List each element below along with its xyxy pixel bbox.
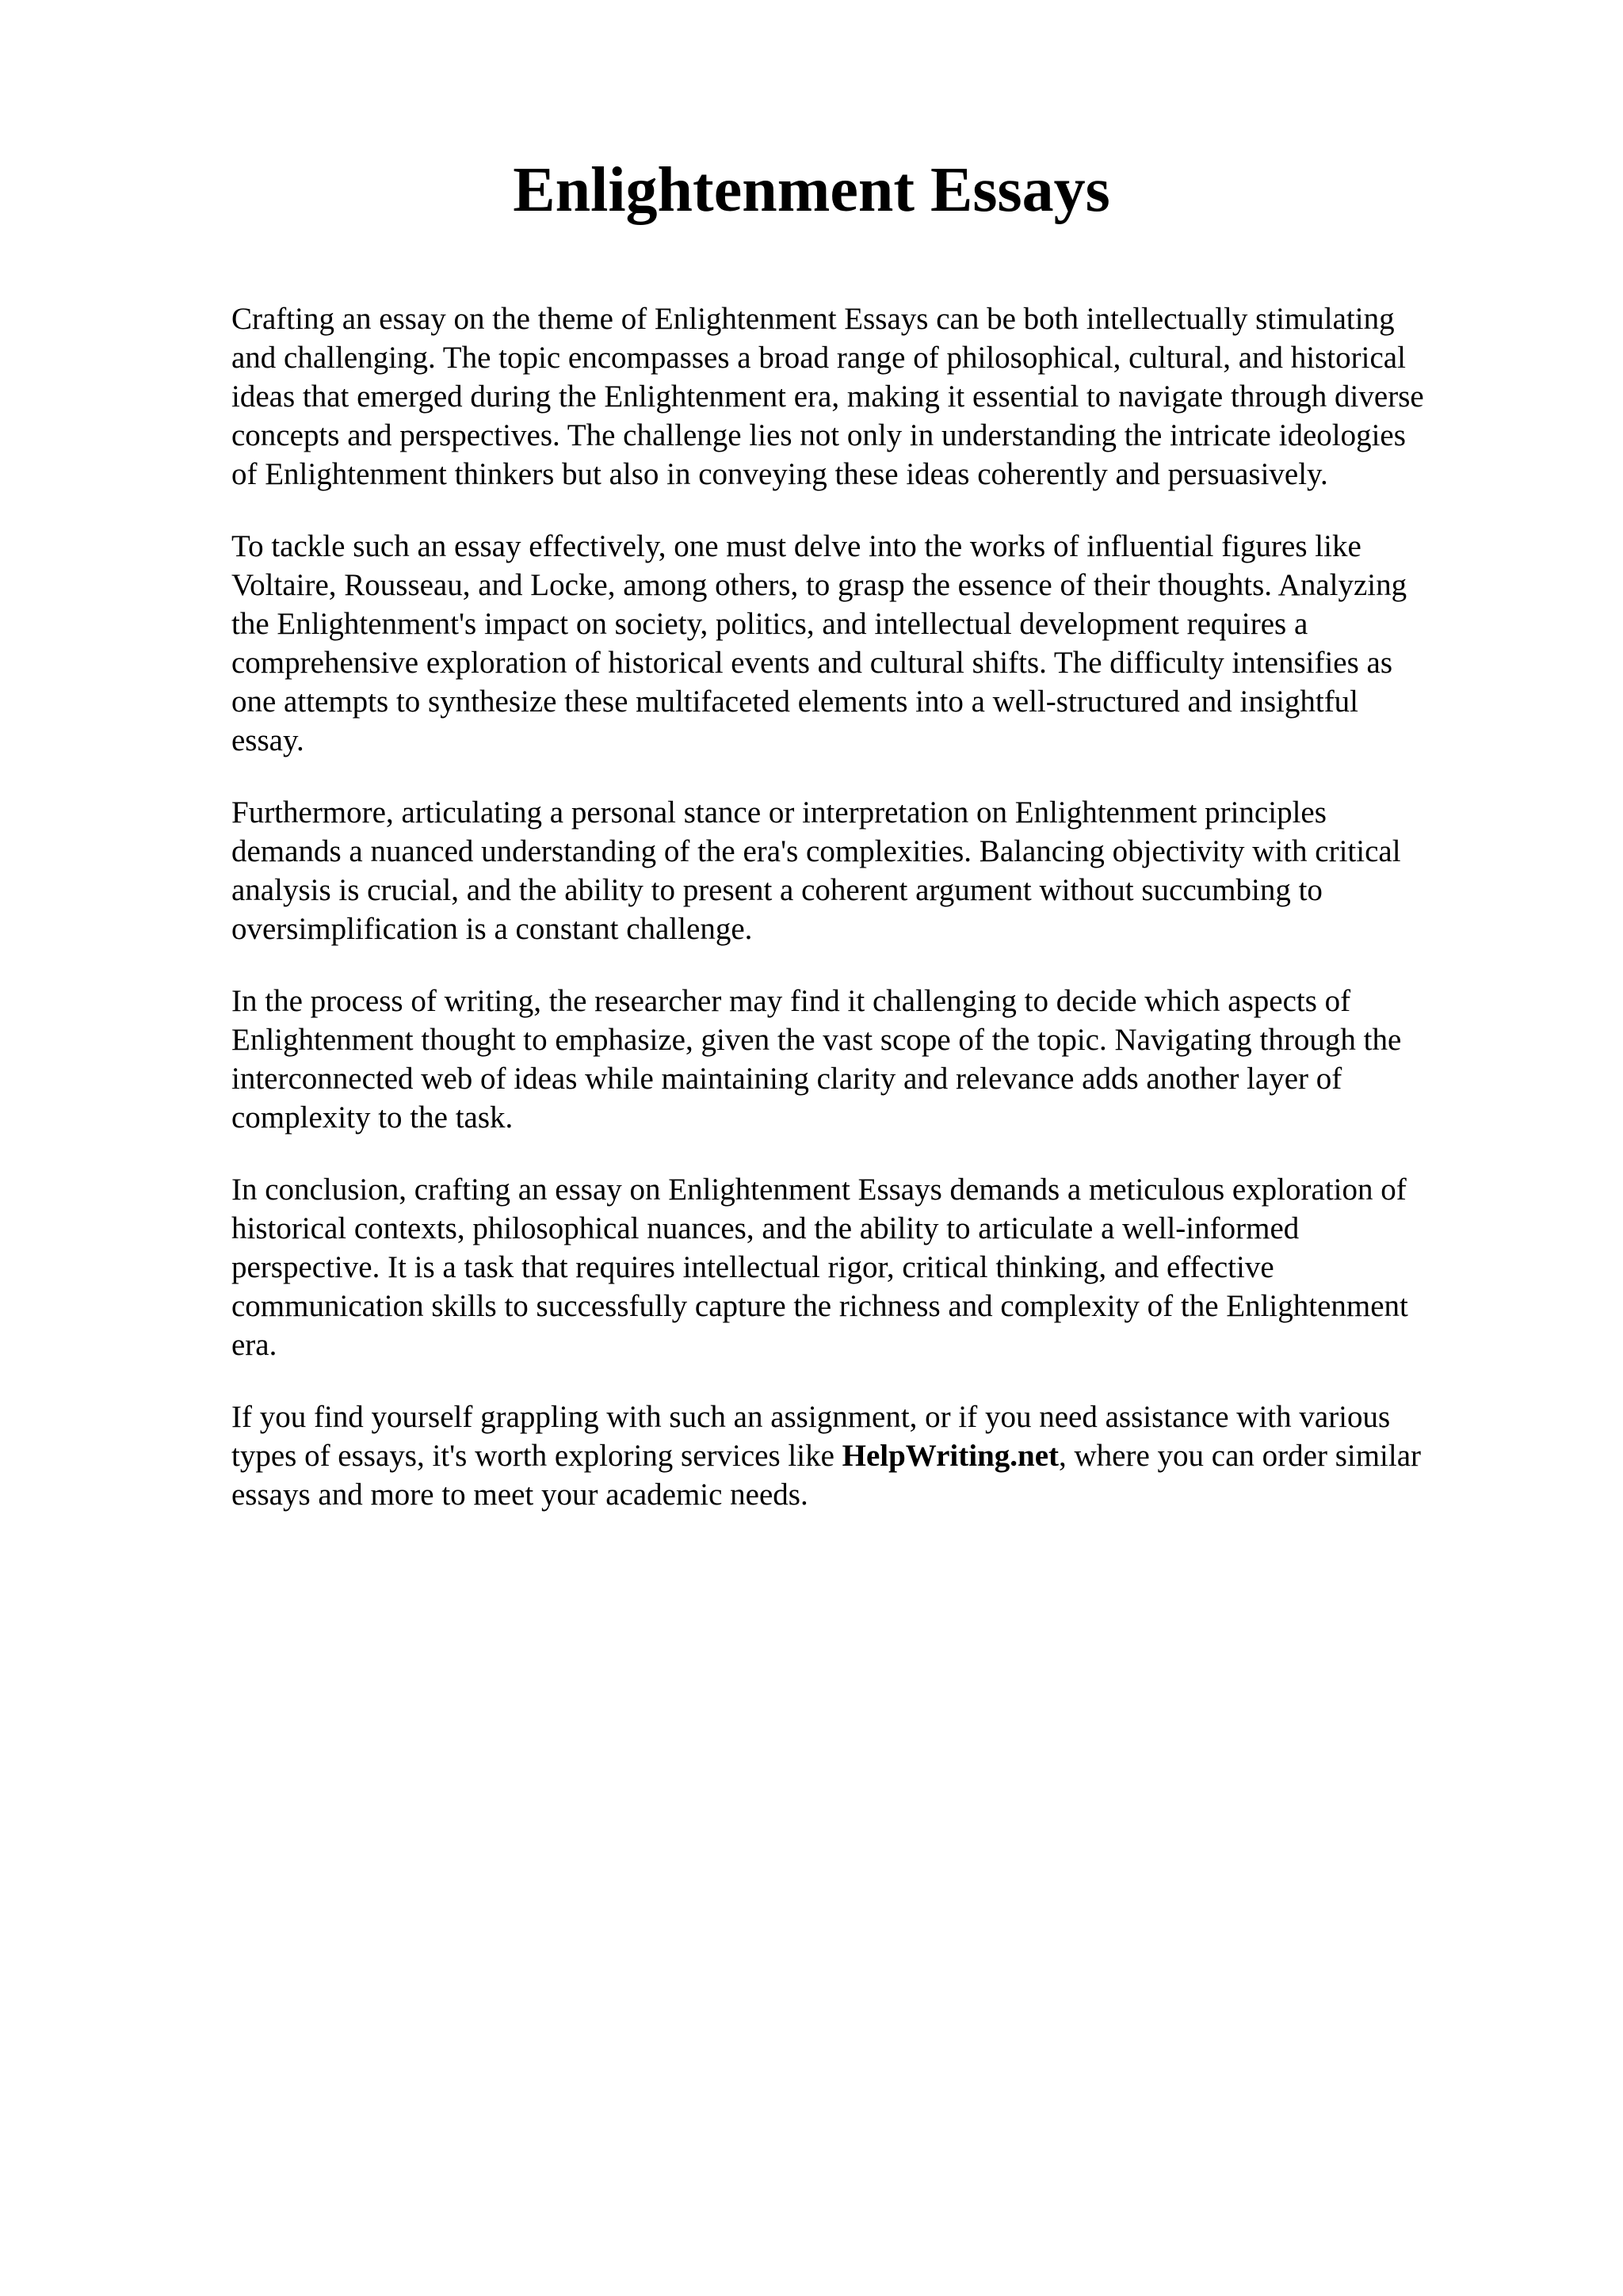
text-line: comprehensive exploration of historical events and cultural shifts. The difficulty intensifies as [231,646,1393,680]
text-line: communication skills to successfully capture the richness and complexity of the Enlightenment [231,1289,1408,1323]
text-line: era. [231,1328,277,1362]
closing-paragraph [231,1398,1515,1514]
paragraph-2 [231,527,1515,760]
text-line: essays and more to meet your academic needs. [231,1478,808,1512]
text-line: the Enlightenment's impact on society, politics, and intellectual development requires a [231,607,1308,641]
text-line: perspective. It is a task that requires intellectual rigor, critical thinking, and effective [231,1250,1274,1284]
text-segment: types of essays, it's worth exploring services like [231,1439,842,1473]
text-line: essay. [231,723,304,757]
essay-body [231,299,1515,1547]
page-title: Enlightenment Essays [513,155,1110,225]
text-line: historical contexts, philosophical nuances, and the ability to articulate a well-informed [231,1211,1300,1245]
text-line: Furthermore, articulating a personal stance or interpretation on Enlightenment principles [231,795,1327,830]
paragraph-1 [231,299,1515,494]
text-line [231,1436,1515,1475]
text-line: of Enlightenment thinkers but also in conveying these ideas coherently and persuasively. [231,457,1328,491]
text-line: If you find yourself grappling with such an assignment, or if you need assistance with various [231,1400,1391,1434]
paragraph-4 [231,982,1515,1137]
text-line: Crafting an essay on the theme of Enlightenment Essays can be both intellectually stimulating [231,302,1395,336]
text-line: In conclusion, crafting an essay on Enlightenment Essays demands a meticulous exploration of [231,1173,1407,1207]
text-line: Voltaire, Rousseau, and Locke, among others, to grasp the essence of their thoughts. Analyzing [231,568,1407,602]
text-line: interconnected web of ideas while maintaining clarity and relevance adds another layer of [231,1062,1342,1096]
text-line: and challenging. The topic encompasses a broad range of philosophical, cultural, and historical [231,341,1406,375]
text-line: To tackle such an essay effectively, one must delve into the works of influential figures like [231,529,1361,563]
brand-name: HelpWriting.net [842,1439,1060,1473]
text-line: concepts and perspectives. The challenge lies not only in understanding the intricate ideologies [231,418,1406,452]
text-line: Enlightenment thought to emphasize, given the vast scope of the topic. Navigating through the [231,1023,1402,1057]
text-line: In the process of writing, the researcher may find it challenging to decide which aspects of [231,984,1351,1018]
text-segment: , where you can order similar [1059,1439,1422,1473]
text-line: oversimplification is a constant challenge. [231,912,753,946]
paragraph-3 [231,793,1515,948]
text-line: demands a nuanced understanding of the era's complexities. Balancing objectivity with critical [231,834,1401,868]
text-line: analysis is crucial, and the ability to present a coherent argument without succumbing to [231,873,1323,907]
paragraph-5 [231,1170,1515,1364]
text-line: one attempts to synthesize these multifaceted elements into a well-structured and insightful [231,685,1359,719]
text-line: complexity to the task. [231,1100,514,1135]
text-line: ideas that emerged during the Enlightenment era, making it essential to navigate through diverse [231,379,1424,414]
